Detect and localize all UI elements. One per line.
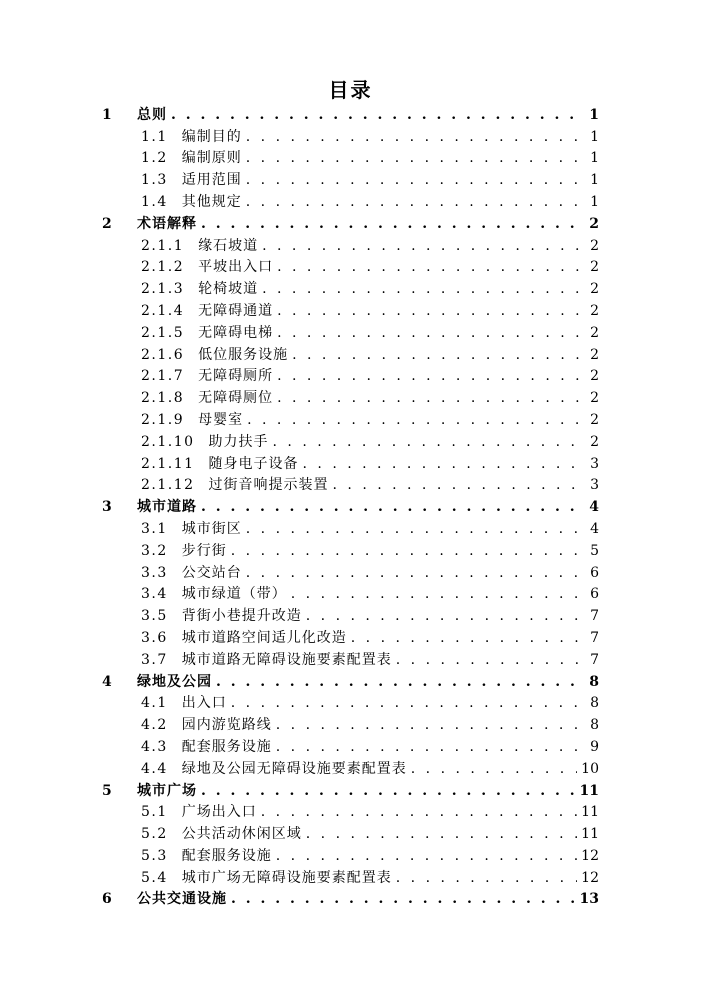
section-number: 5.3 [141,847,168,864]
section-title: 配套服务设施 [181,738,272,755]
section-number: 1.4 [141,193,168,210]
chapter-entry [137,674,599,690]
section-page-number: 2 [590,390,599,407]
toc-section-row[interactable] [0,693,701,715]
leader-dots [292,347,585,363]
leader-dots [277,390,585,406]
section-title: 缘石坡道 [198,237,259,254]
section-page-number: 2 [590,324,599,341]
section-page-number: 1 [590,193,599,210]
chapter-page-number: 2 [589,215,599,232]
toc-section-row[interactable] [0,584,701,606]
toc-section-row[interactable] [0,169,701,191]
section-title: 城市道路空间适儿化改造 [181,629,347,646]
section-title: 步行街 [181,542,227,559]
section-page-number: 9 [590,738,599,755]
leader-dots [246,194,585,210]
section-entry [141,826,599,842]
section-page-number: 1 [590,128,599,145]
leader-dots [246,129,585,145]
toc-chapter-row[interactable] [0,104,701,126]
section-page-number: 7 [590,608,599,625]
section-entry [141,150,599,166]
chapter-page-number: 1 [589,106,599,123]
leader-dots [306,608,585,624]
toc-section-row[interactable] [0,366,701,388]
section-entry [141,695,599,711]
section-entry [141,434,599,450]
section-number: 3.1 [141,520,168,537]
leader-dots [201,499,585,515]
toc-section-row[interactable] [0,278,701,300]
section-title: 无障碍通道 [198,302,274,319]
section-page-number: 2 [590,368,599,385]
section-page-number: 2 [590,237,599,254]
section-title: 随身电子设备 [208,455,299,472]
chapter-number: 3 [102,499,112,516]
section-title: 平坡出入口 [198,259,274,276]
leader-dots [396,870,577,886]
section-page-number: 10 [581,760,599,777]
section-title: 适用范围 [181,172,242,189]
section-title: 背街小巷提升改造 [181,608,302,625]
section-number: 2.1.6 [141,346,185,363]
section-entry [141,390,599,406]
section-page-number: 6 [590,586,599,603]
section-number: 5.4 [141,869,168,886]
chapter-page-number: 4 [589,499,599,516]
leader-dots [277,325,585,341]
section-number: 4.1 [141,695,168,712]
section-number: 4.3 [141,738,168,755]
chapter-number: 1 [102,106,112,123]
leader-dots [246,172,585,188]
section-page-number: 8 [590,717,599,734]
section-title: 园内游览路线 [181,717,272,734]
leader-dots [333,477,585,493]
section-number: 2.1.12 [141,477,195,494]
section-number: 2.1.3 [141,281,185,298]
section-entry [141,608,599,624]
section-page-number: 2 [590,259,599,276]
toc-chapter-row[interactable] [0,889,701,911]
leader-dots [201,216,585,232]
toc-section-row[interactable] [0,627,701,649]
section-entry [141,739,599,755]
section-title: 绿地及公园无障碍设施要素配置表 [181,760,407,777]
section-entry [141,347,599,363]
section-page-number: 12 [581,847,599,864]
leader-dots [201,783,576,799]
toc-title: 目录 [328,78,373,102]
leader-dots [247,412,585,428]
leader-dots [262,238,585,254]
leader-dots [276,739,585,755]
section-page-number: 2 [590,281,599,298]
toc-section-row[interactable] [0,605,701,627]
toc-chapter-row[interactable] [0,496,701,518]
chapter-number: 6 [102,891,112,908]
leader-dots [216,674,585,690]
section-title: 城市广场无障碍设施要素配置表 [181,869,392,886]
section-page-number: 7 [590,651,599,668]
toc-section-row[interactable] [0,344,701,366]
leader-dots [231,695,585,711]
section-title: 无障碍厕位 [198,390,274,407]
toc-section-row[interactable] [0,300,701,322]
section-title: 城市绿道（带） [181,586,287,603]
section-page-number: 12 [581,869,599,886]
leader-dots [396,652,585,668]
section-page-number: 2 [590,433,599,450]
chapter-number: 4 [102,673,112,690]
section-entry [141,543,599,559]
section-page-number: 3 [590,477,599,494]
section-page-number: 6 [590,564,599,581]
chapter-page-number: 11 [579,782,599,799]
chapter-entry [137,499,599,515]
leader-dots [261,804,577,820]
section-entry [141,652,599,668]
section-title: 公共活动休闲区域 [181,826,302,843]
section-number: 2.1.7 [141,368,185,385]
toc-section-row[interactable] [0,518,701,540]
leader-dots [277,259,585,275]
leader-dots [231,543,585,559]
section-page-number: 5 [590,542,599,559]
section-title: 轮椅坡道 [198,281,259,298]
section-number: 2.1.11 [141,455,195,472]
chapter-entry [137,216,599,232]
section-entry [141,303,599,319]
toc-section-row[interactable] [0,191,701,213]
chapter-number: 5 [102,782,112,799]
section-page-number: 11 [581,826,599,843]
toc-section-row[interactable] [0,235,701,257]
section-number: 3.5 [141,608,168,625]
section-number: 1.2 [141,150,168,167]
chapter-entry [137,783,599,799]
toc-section-row[interactable] [0,387,701,409]
section-entry [141,194,599,210]
section-entry [141,565,599,581]
section-number: 2.1.1 [141,237,185,254]
section-entry [141,477,599,493]
section-entry [141,368,599,384]
toc-chapter-row[interactable] [0,671,701,693]
section-title: 编制原则 [181,150,242,167]
section-entry [141,238,599,254]
leader-dots [303,456,585,472]
chapter-title: 绿地及公园 [137,673,212,690]
section-page-number: 1 [590,172,599,189]
section-title: 编制目的 [181,128,242,145]
section-number: 5.2 [141,826,168,843]
toc-section-row[interactable] [0,257,701,279]
leader-dots [291,586,585,602]
section-title: 无障碍电梯 [198,324,274,341]
section-entry [141,521,599,537]
leader-dots [277,303,585,319]
leader-dots [351,630,585,646]
chapter-title: 城市广场 [137,782,197,799]
section-number: 1.1 [141,128,168,145]
chapter-number: 2 [102,215,112,232]
leader-dots [231,891,576,907]
section-number: 3.4 [141,586,168,603]
toc-section-row[interactable] [0,409,701,431]
section-title: 无障碍厕所 [198,368,274,385]
section-title: 城市街区 [181,520,242,537]
toc-section-row[interactable] [0,823,701,845]
leader-dots [262,281,585,297]
section-title: 城市道路无障碍设施要素配置表 [181,651,392,668]
leader-dots [246,521,585,537]
section-number: 4.4 [141,760,168,777]
toc-section-row[interactable] [0,126,701,148]
toc-section-row[interactable] [0,540,701,562]
section-entry [141,259,599,275]
section-number: 3.7 [141,651,168,668]
toc-section-row[interactable] [0,649,701,671]
toc-section-row[interactable] [0,845,701,867]
toc-section-row[interactable] [0,322,701,344]
toc-section-row[interactable] [0,736,701,758]
section-entry [141,630,599,646]
section-entry [141,804,599,820]
chapter-entry [137,107,599,123]
section-page-number: 8 [590,695,599,712]
section-page-number: 4 [590,520,599,537]
section-title: 助力扶手 [208,433,269,450]
leader-dots [246,150,585,166]
section-number: 2.1.10 [141,433,195,450]
chapter-title: 公共交通设施 [137,891,227,908]
toc-section-row[interactable] [0,714,701,736]
section-entry [141,848,599,864]
leader-dots [277,368,585,384]
leader-dots [276,717,585,733]
section-entry [141,281,599,297]
section-page-number: 1 [590,150,599,167]
leader-dots [411,761,577,777]
section-number: 3.3 [141,564,168,581]
chapter-title: 术语解释 [137,215,197,232]
section-page-number: 2 [590,411,599,428]
section-title: 过街音响提示装置 [208,477,329,494]
toc-section-row[interactable] [0,453,701,475]
toc-section-row[interactable] [0,562,701,584]
chapter-title: 城市道路 [137,499,197,516]
leader-dots [276,848,577,864]
toc-section-row[interactable] [0,148,701,170]
section-number: 3.2 [141,542,168,559]
section-number: 2.1.2 [141,259,185,276]
section-entry [141,761,599,777]
chapter-page-number: 8 [589,673,599,690]
section-title: 母婴室 [198,411,244,428]
section-page-number: 2 [590,346,599,363]
section-entry [141,717,599,733]
section-number: 5.1 [141,804,168,821]
section-entry [141,412,599,428]
section-number: 2.1.9 [141,411,185,428]
section-page-number: 3 [590,455,599,472]
section-number: 1.3 [141,172,168,189]
section-page-number: 7 [590,629,599,646]
section-number: 4.2 [141,717,168,734]
toc-chapter-row[interactable] [0,780,701,802]
section-number: 2.1.8 [141,390,185,407]
chapter-page-number: 13 [579,891,599,908]
leader-dots [246,565,585,581]
section-entry [141,456,599,472]
toc-section-row[interactable] [0,431,701,453]
toc-section-row[interactable] [0,867,701,889]
toc-chapter-row[interactable] [0,213,701,235]
section-number: 3.6 [141,629,168,646]
leader-dots [306,826,577,842]
section-title: 公交站台 [181,564,242,581]
section-title: 其他规定 [181,193,242,210]
section-title: 出入口 [181,695,227,712]
section-title: 低位服务设施 [198,346,289,363]
toc-section-row[interactable] [0,802,701,824]
section-entry [141,586,599,602]
section-title: 广场出入口 [181,804,257,821]
chapter-title: 总则 [137,106,167,123]
toc-section-row[interactable] [0,758,701,780]
section-title: 配套服务设施 [181,847,272,864]
toc-section-row[interactable] [0,475,701,497]
section-number: 2.1.4 [141,302,185,319]
section-entry [141,172,599,188]
leader-dots [171,107,585,123]
section-page-number: 11 [581,804,599,821]
table-of-contents [0,104,701,910]
section-page-number: 2 [590,302,599,319]
section-entry [141,870,599,886]
leader-dots [273,434,585,450]
section-number: 2.1.5 [141,324,185,341]
chapter-entry [137,891,599,907]
section-entry [141,325,599,341]
section-entry [141,129,599,145]
